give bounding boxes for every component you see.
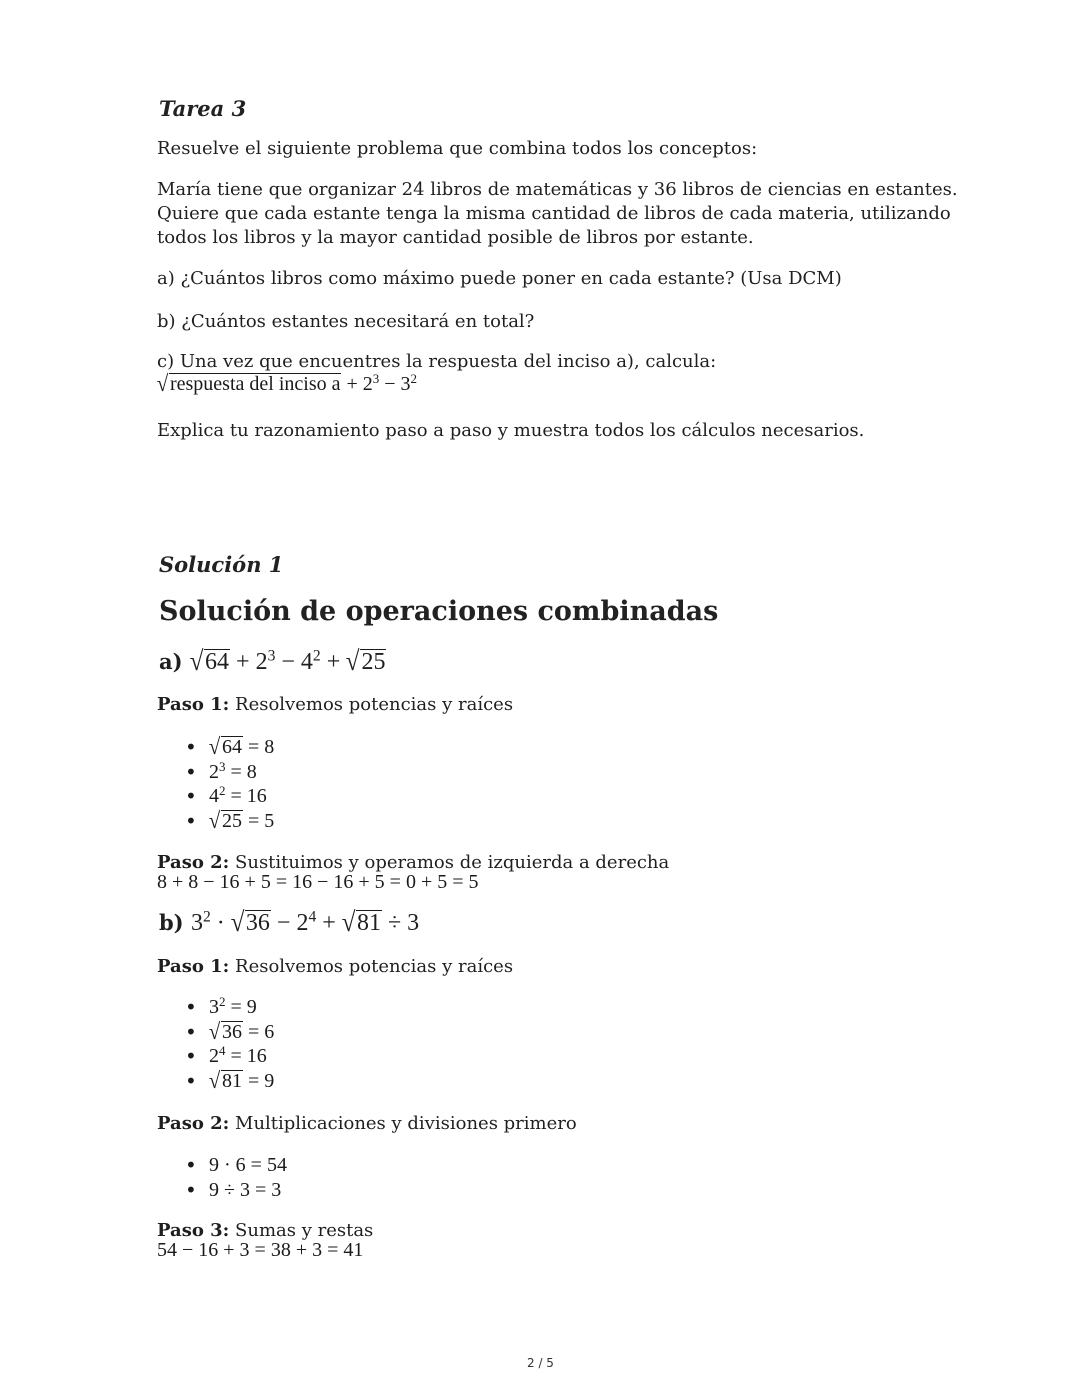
question-b: b) ¿Cuántos estantes necesitará en total?	[157, 311, 535, 332]
problem-line-3: todos los libros y la mayor cantidad posible de libros por estante.	[157, 227, 754, 248]
solution-heading: Solución de operaciones combinadas	[159, 596, 719, 627]
question-a: a) ¿Cuántos libros como máximo puede poner en cada estante? (Usa DCM)	[157, 268, 842, 289]
list-item: • √36 = 6	[157, 1020, 274, 1045]
part-b-step2-list	[157, 1153, 287, 1202]
question-c: c) Una vez que encuentres la respuesta del inciso a), calcula:	[157, 351, 717, 372]
task-title: Tarea 3	[159, 96, 247, 121]
problem-line-2: Quiere que cada estante tenga la misma cantidad de libros de cada materia, utilizando	[157, 203, 951, 224]
part-a-step2-math: 8 + 8 − 16 + 5 = 16 − 16 + 5 = 0 + 5 = 5	[157, 871, 479, 893]
list-item: • $3^2 = 9$	[157, 995, 274, 1020]
sqrt-symbol: √respuesta del inciso a	[156, 371, 341, 397]
part-b-step2: Paso 2: Multiplicaciones y divisiones primero	[157, 1113, 577, 1134]
list-item: • $4^2 = 16$	[157, 784, 274, 809]
part-b-step3: Paso 3: Sumas y restas	[157, 1220, 374, 1241]
part-b-step3-math: 54 − 16 + 3 = 38 + 3 = 41	[157, 1239, 364, 1261]
question-c-expression: √respuesta del inciso $a + 2^3 - 3^2$	[156, 370, 418, 397]
list-item: • √25 = 5	[157, 809, 274, 834]
list-item: • $2^3 = 8$	[157, 760, 274, 785]
part-a-step1: Paso 1: Resolvemos potencias y raíces	[157, 694, 514, 715]
list-item: • 9 · 6 = 54	[157, 1153, 287, 1178]
part-a-step2: Paso 2: Sustituimos y operamos de izquierda a derecha	[157, 852, 670, 873]
task-intro: Resuelve el siguiente problema que combina todos los conceptos:	[157, 138, 758, 159]
part-b-step1: Paso 1: Resolvemos potencias y raíces	[157, 956, 514, 977]
part-a-expression: a) $√64 + 2^3 - 4^2 + √25$	[159, 646, 386, 677]
part-b-expression: b) $3^2 \cdot √36 - 2^4 + √81 \div 3$	[159, 907, 420, 938]
task-explain: Explica tu razonamiento paso a paso y muestra todos los cálculos necesarios.	[157, 420, 865, 441]
part-b-step1-list	[157, 995, 274, 1093]
list-item: • √81 = 9	[157, 1069, 274, 1094]
list-item: • 9 ÷ 3 = 3	[157, 1178, 287, 1203]
part-a-step1-list	[157, 735, 274, 833]
page-number: 2 / 5	[527, 1356, 554, 1370]
solution-label: Solución 1	[159, 552, 284, 577]
problem-line-1: María tiene que organizar 24 libros de matemáticas y 36 libros de ciencias en estantes.	[157, 179, 958, 200]
list-item: • $2^4 = 16$	[157, 1044, 274, 1069]
list-item: • √64 = 8	[157, 735, 274, 760]
